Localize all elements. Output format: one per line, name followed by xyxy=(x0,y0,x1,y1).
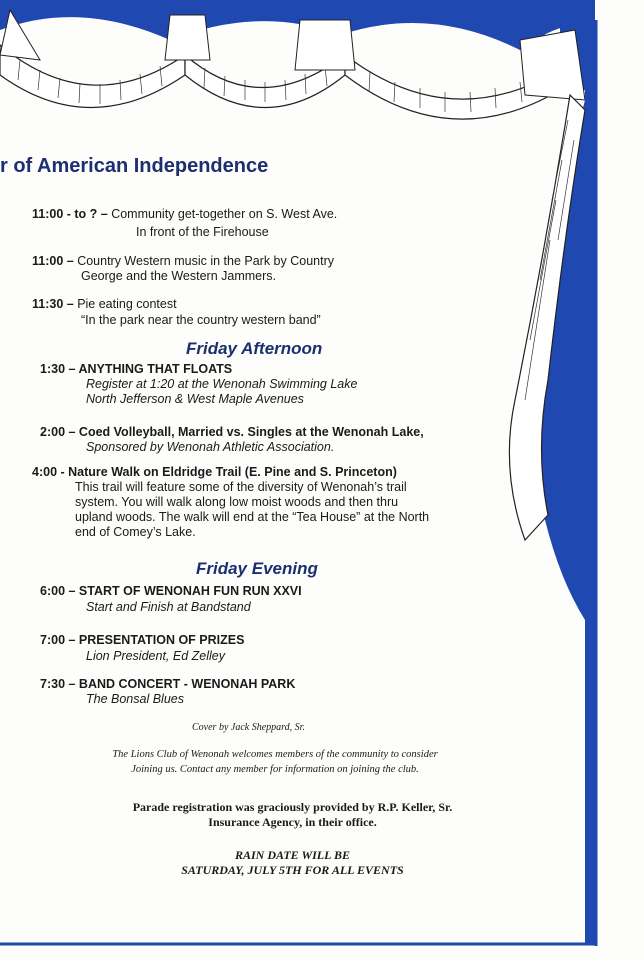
event-title: Nature Walk on Eldridge Trail (E. Pine and S. Princeton) xyxy=(68,465,397,479)
parade-line-2: Insurance Agency, in their office. xyxy=(208,815,377,829)
event-3-line2: “In the park near the country western band” xyxy=(81,313,321,327)
event-time: 4:00 - xyxy=(32,465,69,479)
top-bunting-band xyxy=(0,0,590,50)
event-6 xyxy=(32,465,397,481)
event-title: START OF WENONAH FUN RUN XXVI xyxy=(78,584,302,598)
event-3 xyxy=(32,297,177,313)
event-4-line2: Register at 1:20 at the Wenonah Swimming Lake xyxy=(86,377,358,391)
event-time: 1:30 – xyxy=(40,362,79,376)
event-time: 7:30 – xyxy=(40,677,79,691)
event-time: 11:00 - to ? – xyxy=(32,207,112,221)
event-1-line2: In front of the Firehouse xyxy=(136,225,269,239)
friday-afternoon-heading: Friday Afternoon xyxy=(186,339,323,358)
friday-evening-heading: Friday Evening xyxy=(196,559,318,578)
lions-line-2: Joining us. Contact any member for information on joining the club. xyxy=(131,764,419,775)
parade-line-1: Parade registration was graciously provided by R.P. Keller, Sr. xyxy=(132,800,453,814)
event-2-line2: George and the Western Jammers. xyxy=(81,269,276,283)
rain-date-note xyxy=(40,848,545,878)
event-time: 11:00 – xyxy=(32,254,78,268)
parade-note xyxy=(40,800,545,830)
event-title: ANYTHING THAT FLOATS xyxy=(78,362,233,376)
event-5-line2: Sponsored by Wenonah Athletic Association. xyxy=(86,440,335,454)
event-title: PRESENTATION OF PRIZES xyxy=(78,633,245,647)
event-desc: Pie eating contest xyxy=(77,297,177,311)
page-title: r of American Independence xyxy=(0,155,269,177)
event-time: 11:30 – xyxy=(32,297,78,311)
event-7-line2: Start and Finish at Bandstand xyxy=(86,600,251,614)
event-desc: Community get-together on S. West Ave. xyxy=(111,207,338,221)
event-7 xyxy=(40,584,302,600)
event-4 xyxy=(40,362,232,378)
event-6-line2: This trail will feature some of the diversity of Wenonah’s trail xyxy=(75,480,407,494)
event-time: 2:00 – xyxy=(40,425,79,439)
event-6-line5: end of Comey’s Lake. xyxy=(75,525,196,539)
event-9 xyxy=(40,677,295,693)
event-time: 6:00 – xyxy=(40,584,79,598)
event-6-line3: system. You will walk along low moist woods and then thru xyxy=(75,495,399,509)
rain-line-1: RAIN DATE WILL BE xyxy=(234,848,351,862)
rosette-4 xyxy=(520,30,585,100)
event-9-line2: The Bonsal Blues xyxy=(86,692,184,706)
event-title: Coed Volleyball, Married vs. Singles at the Wenonah Lake, xyxy=(78,425,424,439)
event-8 xyxy=(40,633,244,649)
event-5 xyxy=(40,425,424,441)
event-8-line2: Lion President, Ed Zelley xyxy=(86,649,225,663)
event-6-line4: upland woods. The walk will end at the “Tea House” at the North xyxy=(75,510,430,524)
event-desc: Country Western music in the Park by Country xyxy=(77,254,334,268)
event-title: BAND CONCERT - WENONAH PARK xyxy=(78,677,296,691)
cover-credit: Cover by Jack Sheppard, Sr. xyxy=(192,722,305,733)
event-1 xyxy=(32,207,337,223)
lions-line-1: The Lions Club of Wenonah welcomes members of the community to consider xyxy=(112,749,438,760)
event-2 xyxy=(32,254,334,270)
event-4-line3: North Jefferson & West Maple Avenues xyxy=(86,392,304,406)
rain-line-2: SATURDAY, JULY 5TH FOR ALL EVENTS xyxy=(181,863,404,877)
rosette-2 xyxy=(165,15,210,60)
event-time: 7:00 – xyxy=(40,633,79,647)
rosette-3 xyxy=(295,20,355,70)
lions-club-note xyxy=(40,747,510,777)
